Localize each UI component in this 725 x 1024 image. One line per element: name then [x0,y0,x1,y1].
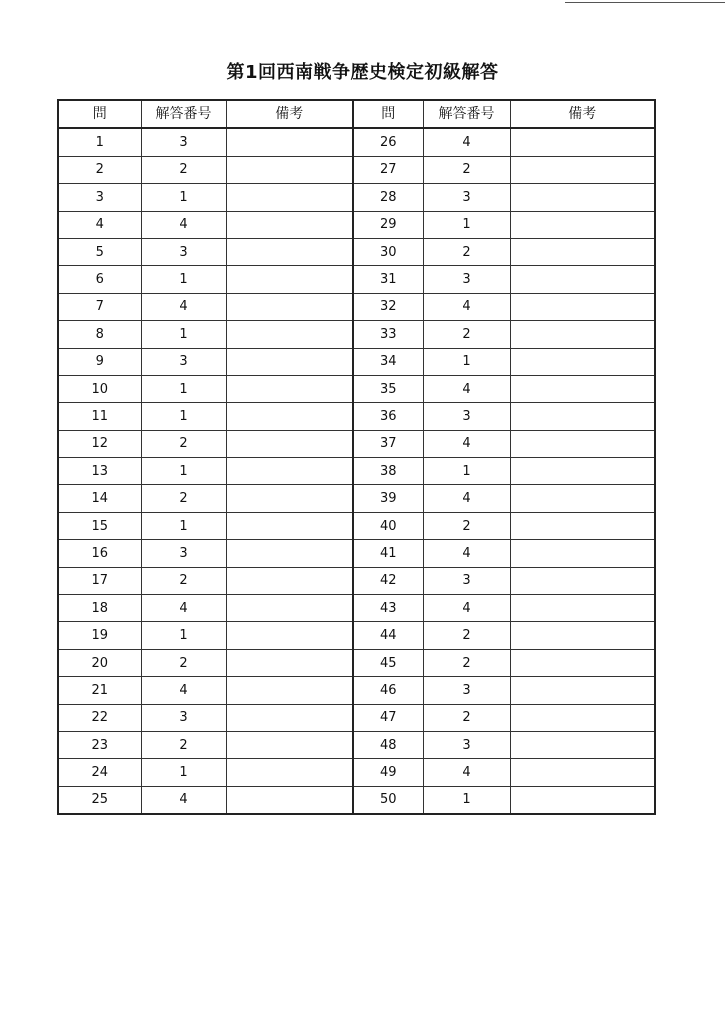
table-row [58,321,655,348]
question-number-cell: 33 [353,321,423,348]
question-number-cell: 50 [353,786,423,814]
answer-number-cell: 3 [141,238,226,265]
answer-number-cell: 4 [423,375,510,402]
question-number-cell: 17 [58,567,141,594]
header-row [58,100,655,128]
table-row [58,375,655,402]
note-cell [226,348,353,375]
question-number-cell: 41 [353,540,423,567]
question-number-cell: 26 [353,128,423,156]
note-cell [510,485,655,512]
question-number-cell: 36 [353,403,423,430]
question-number-cell: 2 [58,156,141,183]
note-cell [226,731,353,758]
table-row [58,156,655,183]
note-cell [510,622,655,649]
answer-number-cell: 4 [141,786,226,814]
note-cell [510,321,655,348]
answer-number-cell: 2 [141,731,226,758]
table-row [58,786,655,814]
answer-table [57,99,656,815]
note-cell [226,184,353,211]
question-number-cell: 9 [58,348,141,375]
question-number-cell: 11 [58,403,141,430]
note-cell [510,156,655,183]
document-title: 第1回西南戦争歴史検定初級解答 [226,62,499,83]
answer-number-cell: 4 [423,759,510,786]
note-cell [510,759,655,786]
answer-number-cell: 1 [423,348,510,375]
table-row [58,677,655,704]
answer-number-cell: 4 [141,595,226,622]
answer-number-cell: 1 [141,266,226,293]
question-number-cell: 22 [58,704,141,731]
note-cell [226,485,353,512]
question-number-cell: 3 [58,184,141,211]
note-cell [510,211,655,238]
table-row [58,759,655,786]
question-number-cell: 37 [353,430,423,457]
question-number-cell: 29 [353,211,423,238]
answer-number-cell: 4 [423,293,510,320]
question-number-cell: 6 [58,266,141,293]
question-number-cell: 19 [58,622,141,649]
note-cell [226,211,353,238]
table-row [58,184,655,211]
note-cell [510,595,655,622]
note-cell [510,731,655,758]
note-cell [510,567,655,594]
note-cell [226,321,353,348]
question-number-cell: 40 [353,512,423,539]
answer-number-cell: 2 [423,156,510,183]
answer-number-cell: 2 [141,649,226,676]
note-cell [226,759,353,786]
note-cell [226,375,353,402]
table-row [58,540,655,567]
answer-number-cell: 2 [141,156,226,183]
note-cell [510,649,655,676]
answer-number-cell: 1 [141,321,226,348]
note-cell [226,266,353,293]
answer-number-cell: 2 [423,238,510,265]
question-number-cell: 43 [353,595,423,622]
table-row [58,128,655,156]
table-row [58,704,655,731]
question-number-cell: 23 [58,731,141,758]
note-cell [510,677,655,704]
header-note-left: 備考 [226,100,353,128]
question-number-cell: 48 [353,731,423,758]
note-cell [226,430,353,457]
answer-number-cell: 2 [423,622,510,649]
note-cell [510,704,655,731]
question-number-cell: 15 [58,512,141,539]
answer-number-cell: 2 [423,704,510,731]
question-number-cell: 21 [58,677,141,704]
note-cell [510,266,655,293]
answer-number-cell: 4 [141,677,226,704]
question-number-cell: 20 [58,649,141,676]
table-row [58,649,655,676]
note-cell [226,156,353,183]
note-cell [510,458,655,485]
note-cell [510,403,655,430]
answer-number-cell: 2 [141,567,226,594]
table-row [58,266,655,293]
answer-number-cell: 3 [141,128,226,156]
question-number-cell: 13 [58,458,141,485]
question-number-cell: 49 [353,759,423,786]
note-cell [226,403,353,430]
question-number-cell: 1 [58,128,141,156]
note-cell [226,649,353,676]
question-number-cell: 30 [353,238,423,265]
note-cell [226,677,353,704]
note-cell [226,704,353,731]
answer-number-cell: 4 [423,485,510,512]
note-cell [226,567,353,594]
note-cell [510,348,655,375]
note-cell [226,512,353,539]
question-number-cell: 18 [58,595,141,622]
answer-number-cell: 3 [141,348,226,375]
question-number-cell: 14 [58,485,141,512]
note-cell [226,595,353,622]
table-row [58,211,655,238]
header-answer-left: 解答番号 [141,100,226,128]
answer-number-cell: 1 [141,458,226,485]
question-number-cell: 4 [58,211,141,238]
question-number-cell: 16 [58,540,141,567]
question-number-cell: 12 [58,430,141,457]
table-row [58,458,655,485]
answer-number-cell: 4 [423,430,510,457]
header-question-left: 問 [58,100,141,128]
note-cell [226,458,353,485]
answer-number-cell: 3 [423,731,510,758]
question-number-cell: 38 [353,458,423,485]
answer-number-cell: 4 [423,595,510,622]
question-number-cell: 34 [353,348,423,375]
table-row [58,485,655,512]
answer-number-cell: 4 [423,128,510,156]
answer-number-cell: 1 [423,211,510,238]
question-number-cell: 5 [58,238,141,265]
table-row [58,430,655,457]
note-cell [510,430,655,457]
answer-number-cell: 1 [141,759,226,786]
answer-number-cell: 4 [141,211,226,238]
table-row [58,238,655,265]
note-cell [226,622,353,649]
answer-number-cell: 1 [141,375,226,402]
table-row [58,622,655,649]
answer-number-cell: 2 [423,321,510,348]
header-note-right: 備考 [510,100,655,128]
top-edge-rule [565,2,725,3]
answer-number-cell: 3 [423,403,510,430]
answer-number-cell: 3 [423,567,510,594]
note-cell [510,540,655,567]
answer-number-cell: 3 [423,184,510,211]
answer-number-cell: 4 [423,540,510,567]
note-cell [510,184,655,211]
answer-number-cell: 3 [423,266,510,293]
answer-number-cell: 1 [141,184,226,211]
answer-number-cell: 1 [141,512,226,539]
answer-number-cell: 1 [423,458,510,485]
answer-number-cell: 3 [141,540,226,567]
note-cell [226,128,353,156]
note-cell [510,512,655,539]
question-number-cell: 46 [353,677,423,704]
question-number-cell: 35 [353,375,423,402]
note-cell [510,786,655,814]
question-number-cell: 10 [58,375,141,402]
question-number-cell: 25 [58,786,141,814]
note-cell [226,540,353,567]
question-number-cell: 7 [58,293,141,320]
note-cell [226,786,353,814]
note-cell [226,238,353,265]
question-number-cell: 45 [353,649,423,676]
question-number-cell: 47 [353,704,423,731]
answer-number-cell: 4 [141,293,226,320]
table-row [58,512,655,539]
header-answer-right: 解答番号 [423,100,510,128]
answer-number-cell: 2 [141,485,226,512]
table-row [58,567,655,594]
question-number-cell: 24 [58,759,141,786]
question-number-cell: 28 [353,184,423,211]
question-number-cell: 31 [353,266,423,293]
table-row [58,403,655,430]
answer-number-cell: 1 [141,403,226,430]
answer-number-cell: 2 [141,430,226,457]
question-number-cell: 39 [353,485,423,512]
question-number-cell: 44 [353,622,423,649]
note-cell [510,238,655,265]
answer-number-cell: 1 [423,786,510,814]
note-cell [510,293,655,320]
table-row [58,731,655,758]
answer-number-cell: 3 [141,704,226,731]
note-cell [226,293,353,320]
note-cell [510,375,655,402]
table-row [58,595,655,622]
question-number-cell: 8 [58,321,141,348]
header-question-right: 問 [353,100,423,128]
answer-number-cell: 2 [423,512,510,539]
question-number-cell: 42 [353,567,423,594]
note-cell [510,128,655,156]
question-number-cell: 32 [353,293,423,320]
answer-table-body [58,128,655,814]
table-row [58,348,655,375]
answer-number-cell: 2 [423,649,510,676]
answer-number-cell: 1 [141,622,226,649]
table-row [58,293,655,320]
answer-number-cell: 3 [423,677,510,704]
question-number-cell: 27 [353,156,423,183]
